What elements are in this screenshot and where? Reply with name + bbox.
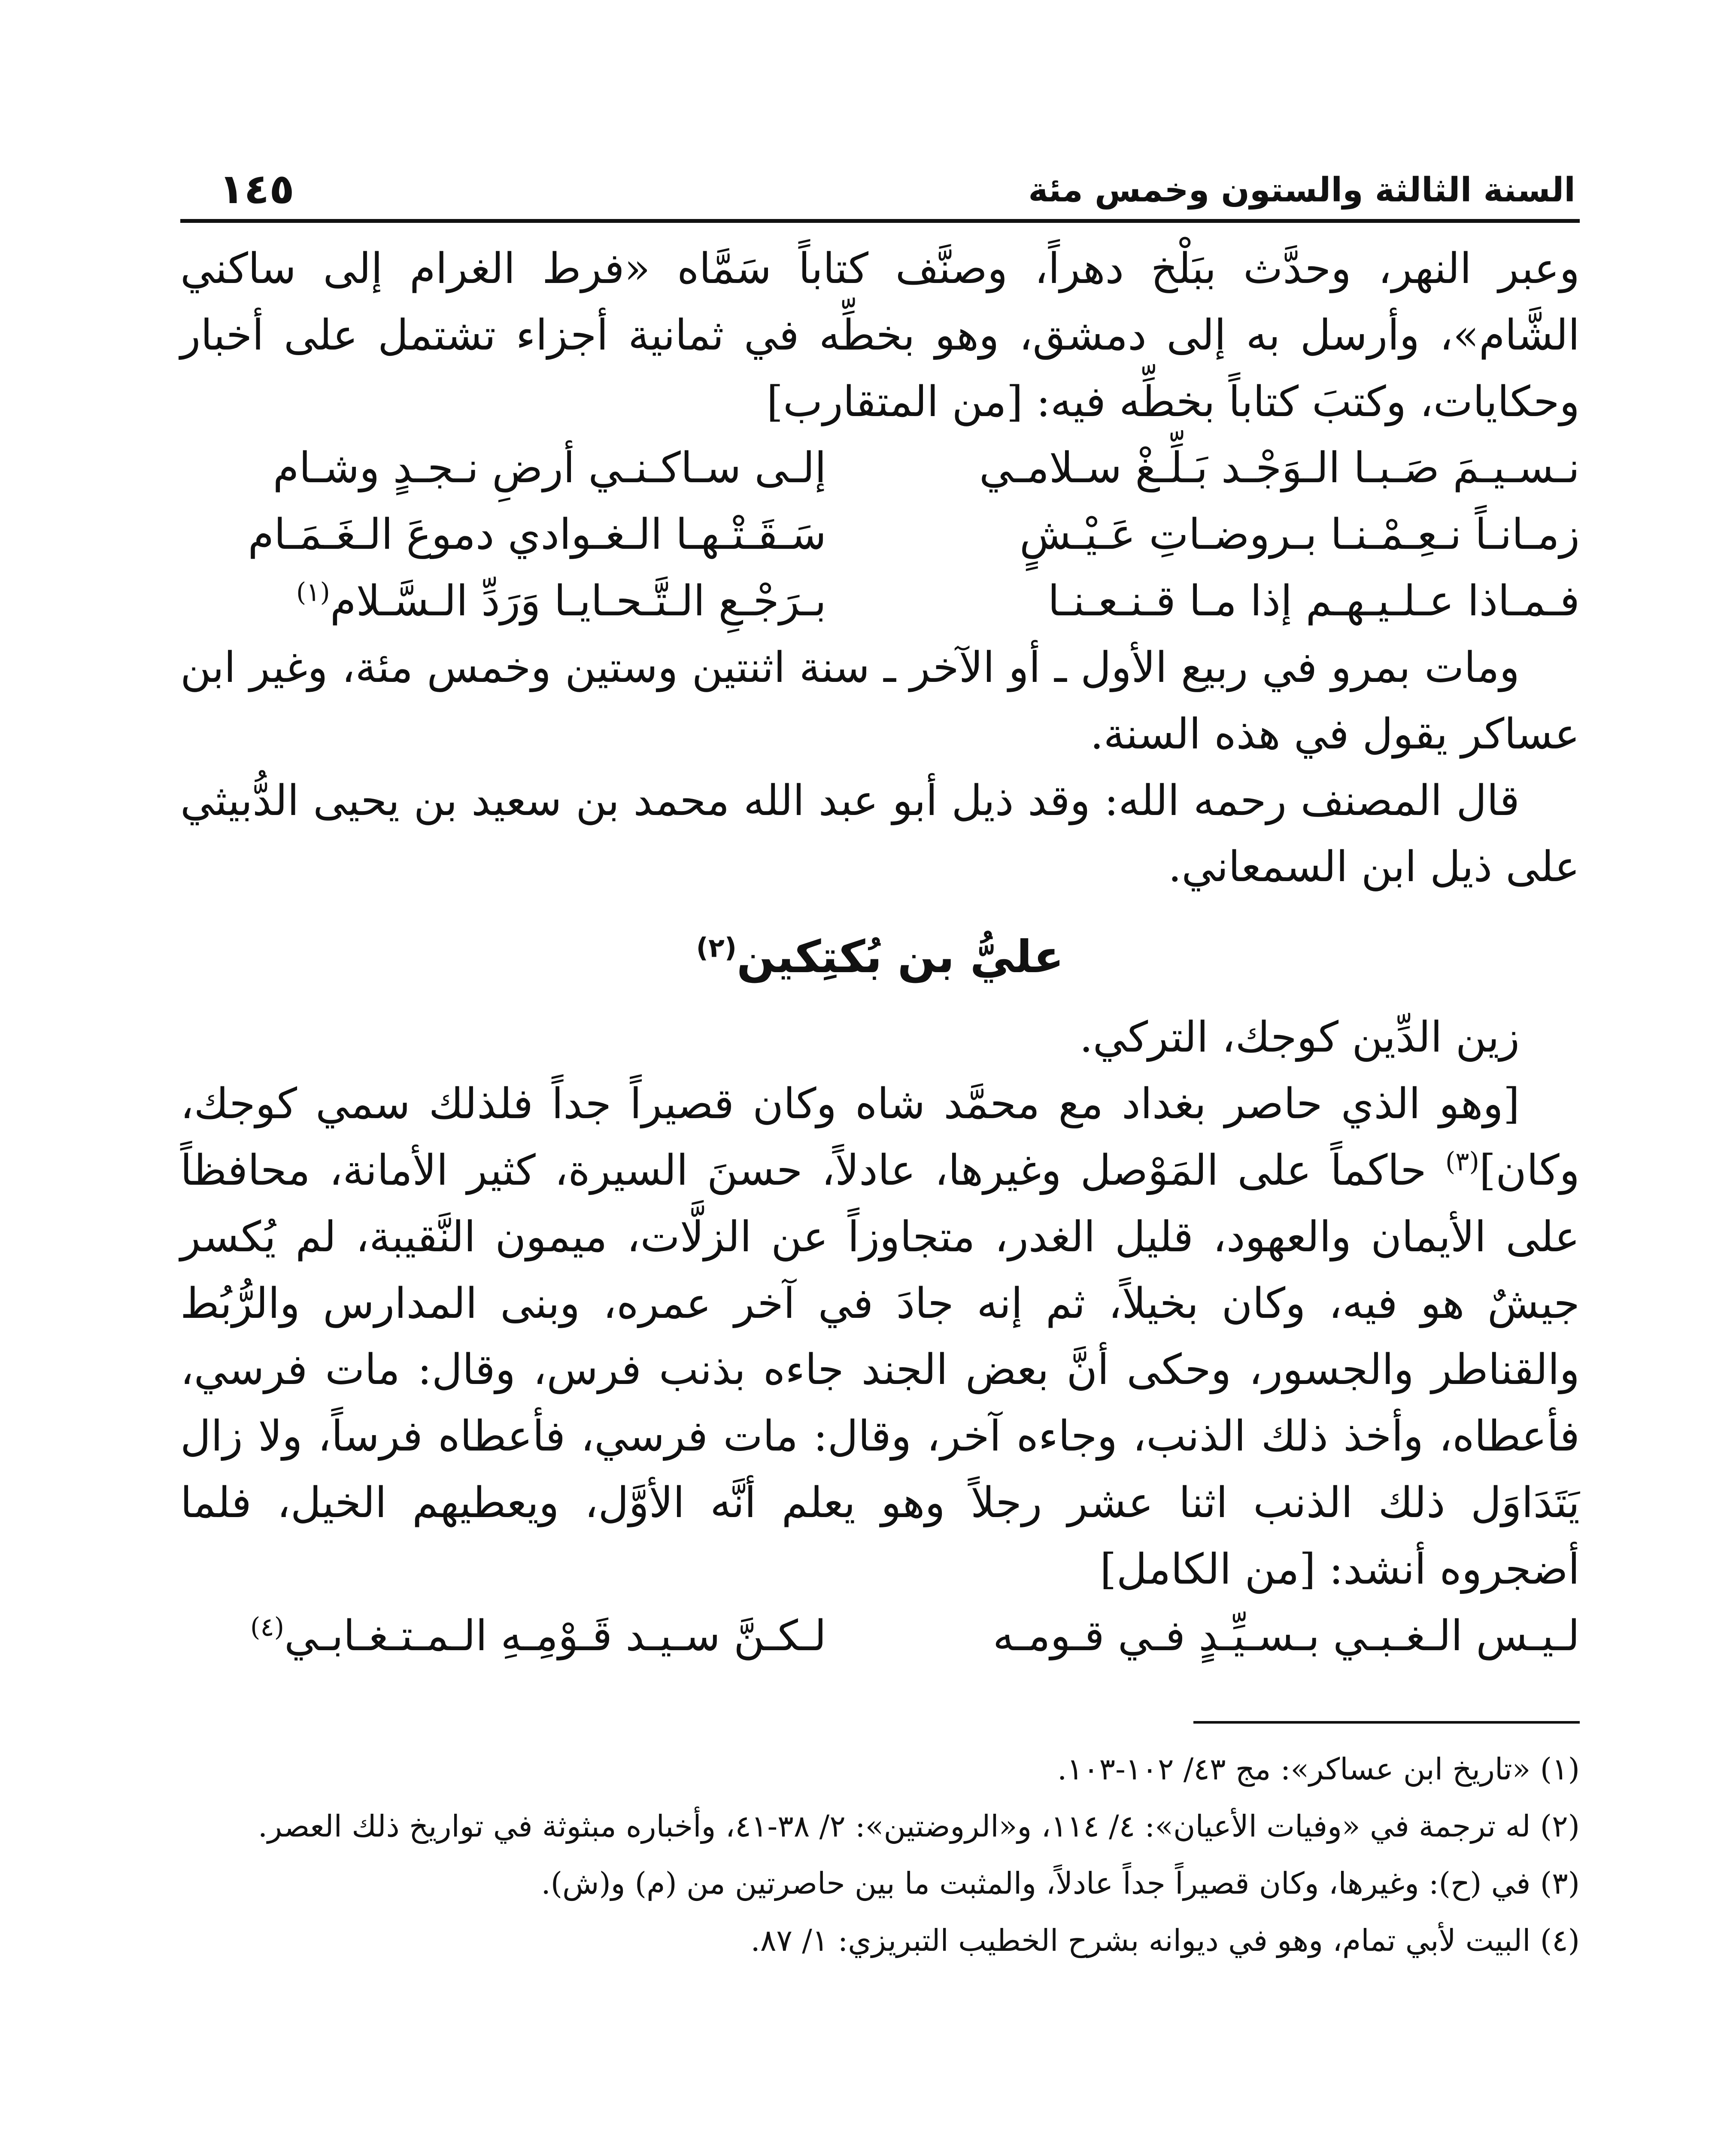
verse-4-second-hemistich [185, 1603, 826, 1670]
verse-line-2 [180, 502, 1580, 568]
footnote-ref-1: (١) [296, 577, 330, 608]
verse-1-first-hemistich: نـسـيـمَ صَـبـا الـوَجْـد بَـلِّـغْ سـلامـي [979, 444, 1580, 493]
verse-line-4 [180, 1603, 1580, 1670]
page-number: ١٤٥ [219, 165, 294, 213]
footnote-4: (٤) البيت لأبي تمام، وهو في ديوانه بشرح الخطيب التبريزي: ١/ ٨٧. [750, 1922, 1580, 1958]
bio-text-b: حاكماً على المَوْصل وغيرها، عادلاً، حسنَ السيرة، كثير الأمانة، محافظاً على الأيمان والعهود، قليل الغدر، متجاوزاً عن الزلَّات، ميمون النَّقيبة، لم يُكسر جيشٌ هو فيه، وكان بخيلاً، ثم إنه جادَ في آخر عمره، وبنى المدارس والرُّبُط والقناطر والجسور، وحكى أنَّ بعض الجند جاءه بذنب فرس، وقال: مات فرسي، فأعطاه، وأخذ ذلك الذنب، وجاءه آخر، وقال: مات فرسي، فأعطاه فرساً، ولا زال يَتَدَاوَل ذلك الذنب اثنا عشر رجلاً وهو يعلم أنَّه الأوَّل، ويعطيهم الخيل، فلما أضجروه أنشد: [من الكامل] [180, 1146, 1580, 1594]
verse-2-first-hemistich: زمـانـاً نـعِـمْـنـا بـروضـاتِ عَـيْـشٍ [1019, 510, 1580, 560]
verse-line-1 [180, 435, 1580, 502]
paragraph-author-note: قال المصنف رحمه الله: وقد ذيل أبو عبد الله محمد بن سعيد بن يحيى الدُّبيثي على ذيل ابن السمعاني. [180, 776, 1580, 892]
verse-1-second-hemistich: إلـى سـاكـنـي أرضِ نـجـدٍ وشـام [273, 444, 826, 493]
paragraph-death: ومات بمرو في ربيع الأول ـ أو الآخر ـ سنة اثنتين وستين وخمس مئة، وغير ابن عساكر يقول في هذه السنة. [180, 643, 1580, 759]
verse-3-second-hemistich [185, 568, 826, 635]
paragraph-entry-name: زين الدِّين كوجك، التركي. [1079, 1013, 1520, 1062]
running-title: السنة الثالثة والستون وخمس مئة [1028, 171, 1575, 210]
entry-title-text: عليُّ بن بُكتِكين [737, 931, 1064, 983]
paragraph-entry-bio [180, 1071, 1580, 1603]
book-page [180, 137, 1580, 2147]
page-header [180, 137, 1580, 223]
paragraph-continuation: وعبر النهر، وحدَّث ببَلْخ دهراً، وصنَّف كتاباً سَمَّاه «فرط الغرام إلى ساكني الشَّام»، وأرسل به إلى دمشق، وهو بخطِّه في ثمانية أجزاء تشتمل على أخبار وحكايات، وكتبَ كتاباً بخطِّه فيه: [من المتقارب] [180, 244, 1580, 426]
footnote-ref-3: (٣) [1445, 1146, 1479, 1177]
footnotes-divider [1193, 1721, 1580, 1724]
footnotes [180, 1741, 1580, 1969]
page-body [180, 223, 1580, 1969]
verse-4-second-text: لـكـنَّ سـيـد قَـوْمِـهِ الـمـتـغـابـي [284, 1611, 826, 1660]
footnote-ref-2: (٢) [696, 932, 737, 964]
entry-title [180, 931, 1580, 983]
verse-4-first-hemistich: لـيـس الـغـبـي بـسـيِّـدٍ فـي قـومـه [992, 1611, 1580, 1660]
verse-line-3 [180, 568, 1580, 635]
verse-3-second-text: بـرَجْـعِ الـتَّـحـايـا وَرَدِّ الـسَّـلام [330, 577, 826, 626]
verse-3-first-hemistich: فـمـاذا عـلـيـهـم إذا مـا قـنـعـنـا [1047, 577, 1580, 626]
footnote-3: (٣) في (ح): وغيرها، وكان قصيراً جداً عادلاً، والمثبت ما بين حاصرتين من (م) و(ش). [541, 1865, 1580, 1901]
footnote-2: (٢) له ترجمة في «وفيات الأعيان»: ٤/ ١١٤، و«الروضتين»: ٢/ ٣٨-٤١، وأخباره مبثوثة في تواريخ ذلك العصر. [258, 1808, 1580, 1844]
verse-2-second-hemistich: سَـقَـتْـهـا الـغـوادي دموعَ الـغَـمَـام [248, 510, 826, 560]
footnote-1: (١) «تاريخ ابن عساكر»: مج ٤٣/ ١٠٢-١٠٣. [1057, 1751, 1580, 1787]
bio-text-a: [وهو الذي حاصر بغداد مع محمَّد شاه وكان قصيراً جداً فلذلك سمي كوجك، وكان] [180, 1080, 1580, 1195]
footnote-ref-4: (٤) [250, 1612, 285, 1642]
